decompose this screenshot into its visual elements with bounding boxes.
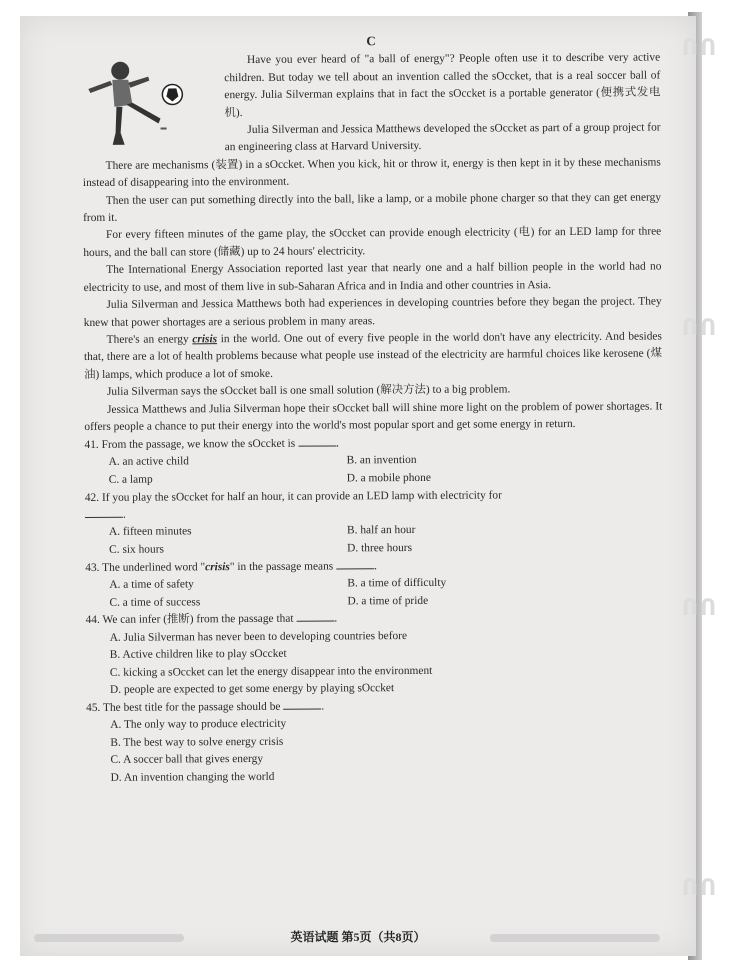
answer-blank [298,435,336,446]
option-b: B. half an hour [347,524,416,537]
paragraph-4: Then the user can put something directly into the ball, like a lamp, or a mobile phone charger so that they can get energy from it. [83,191,662,225]
option-a: A. fifteen minutes [109,525,192,539]
option-b: B. Active children like to play sOccket [109,647,287,662]
question-43 [85,556,663,612]
options [85,451,663,489]
question-45 [86,696,665,787]
option-c: C. kicking a sOccket can let the energy disappear into the environment [109,664,433,679]
watermark: ՈՈ [682,36,719,61]
watermark: ՈՈ [682,596,719,621]
underlined-word-crisis: crisis [192,333,218,346]
question-stem-end: . [321,700,325,713]
watermark: ՈՈ [682,876,719,901]
option-b: B. an invention [346,454,417,467]
option-d: D. a time of pride [347,594,429,607]
passage-intro [82,50,661,158]
question-42 [85,486,663,559]
paragraph-7: Julia Silverman and Jessica Matthews both had experiences in developing countries before they began the project. They knew that power shortages are a serious problem in many areas. [83,295,662,329]
question-stem-text-end: " in the passage means [229,560,334,573]
question-41 [84,433,662,489]
question-stem-end: . [336,437,339,450]
option-b: B. The best way to solve energy crisis [110,735,284,749]
answer-blank [283,698,321,709]
option-a: A. The only way to produce electricity [110,718,287,732]
paragraph-8-end: in the world. One out of every five people in the world don't have any electricity. And besides that, there are a lot of health problems because what people use instead of the electricity are harmful choices like kerosene (煤油) lamps, which produce a lot of smoke. [83,330,663,381]
options [85,574,663,612]
scan-smudge [490,934,660,942]
question-stem-end: . [122,508,126,521]
question-stem-text: 42. If you play the sOccket for half an hour, it can provide an LED lamp with electricity for [84,489,502,504]
option-c: C. six hours [109,543,164,556]
question-stem-end: . [374,559,377,572]
paragraph-8-start: There's an energy [106,333,193,346]
question-44 [86,609,665,700]
question-stem-text: 45. The best title for the passage should be [86,700,281,714]
option-d: D. three hours [347,541,413,555]
exam-page [20,16,719,956]
question-stem-end: . [334,612,338,625]
page-footer: 英语试题 第5页（共8页） [290,930,426,944]
question-stem-text: 43. The underlined word " [85,560,206,574]
soccer-player-illustration [82,53,191,150]
reading-passage-c [82,30,665,786]
paragraph-8 [84,328,662,384]
question-stem-text: 44. We can infer (推断) from the passage that [85,613,294,627]
options [85,521,663,559]
answer-blank [336,558,374,569]
option-a: A. Julia Silverman has never been to developing countries before [109,629,408,644]
paragraph-3: There are mechanisms (装置) in a sOccket. When you kick, hit or throw it, energy is then kept in it by these mechanisms instead of disappearing into the environment. [82,156,661,190]
question-stem-text: 41. From the passage, we know the sOccket is [84,437,296,451]
scan-smudge [34,934,184,942]
intro-text [190,50,661,157]
option-d: D. people are expected to get some energy by playing sOccket [109,682,395,696]
paragraph-6: The International Energy Association reported last year that nearly one and a half billion people in the world had no electricity to use, and most of them live in sub-Saharan Africa and in India and other countries in Asia. [83,260,662,294]
watermark: ՈՈ [682,316,719,341]
option-c: C. A soccer ball that gives energy [110,753,264,766]
question-stem-word: crisis [205,560,230,573]
paragraph-10: Jessica Matthews and Julia Silverman hope their sOccket ball will shine more light on the problem of power shortages. It offers people a chance to put their energy into the world's most popular sport and get some energy in return. [84,399,663,433]
answer-blank [85,507,123,518]
option-a: A. a time of safety [109,578,194,591]
question-stem [85,486,663,524]
paragraph-2: Julia Silverman and Jessica Matthews developed the sOccket as part of a group project for an engineering class at Harvard University. [224,121,661,154]
option-d: D. a mobile phone [346,471,431,485]
option-d: D. An invention changing the world [110,770,275,784]
paragraph-1: Have you ever heard of "a ball of energy"? People often use it to describe very active children. But today we tell about an invention called the sOccket, that is a real soccer ball of energy. Julia Silverman explains that in fact the sOccket is a portable generator (便携式发电机). [224,51,661,119]
option-b: B. a time of difficulty [347,576,447,590]
soccer-player-icon [82,53,191,150]
section-letter: C [366,33,376,49]
option-a: A. an active child [108,455,189,469]
option-c: C. a lamp [108,473,153,486]
paragraph-5: For every fifteen minutes of the game play, the sOccket can provide enough electricity (电) for an LED lamp for three hours, and the ball can store (储藏) up to 24 hours' electricity. [83,225,662,259]
answer-blank [296,611,334,622]
paragraph-9: Julia Silverman says the sOccket ball is one small solution (解决方法) to a big problem. [106,383,511,398]
option-c: C. a time of success [109,595,201,609]
